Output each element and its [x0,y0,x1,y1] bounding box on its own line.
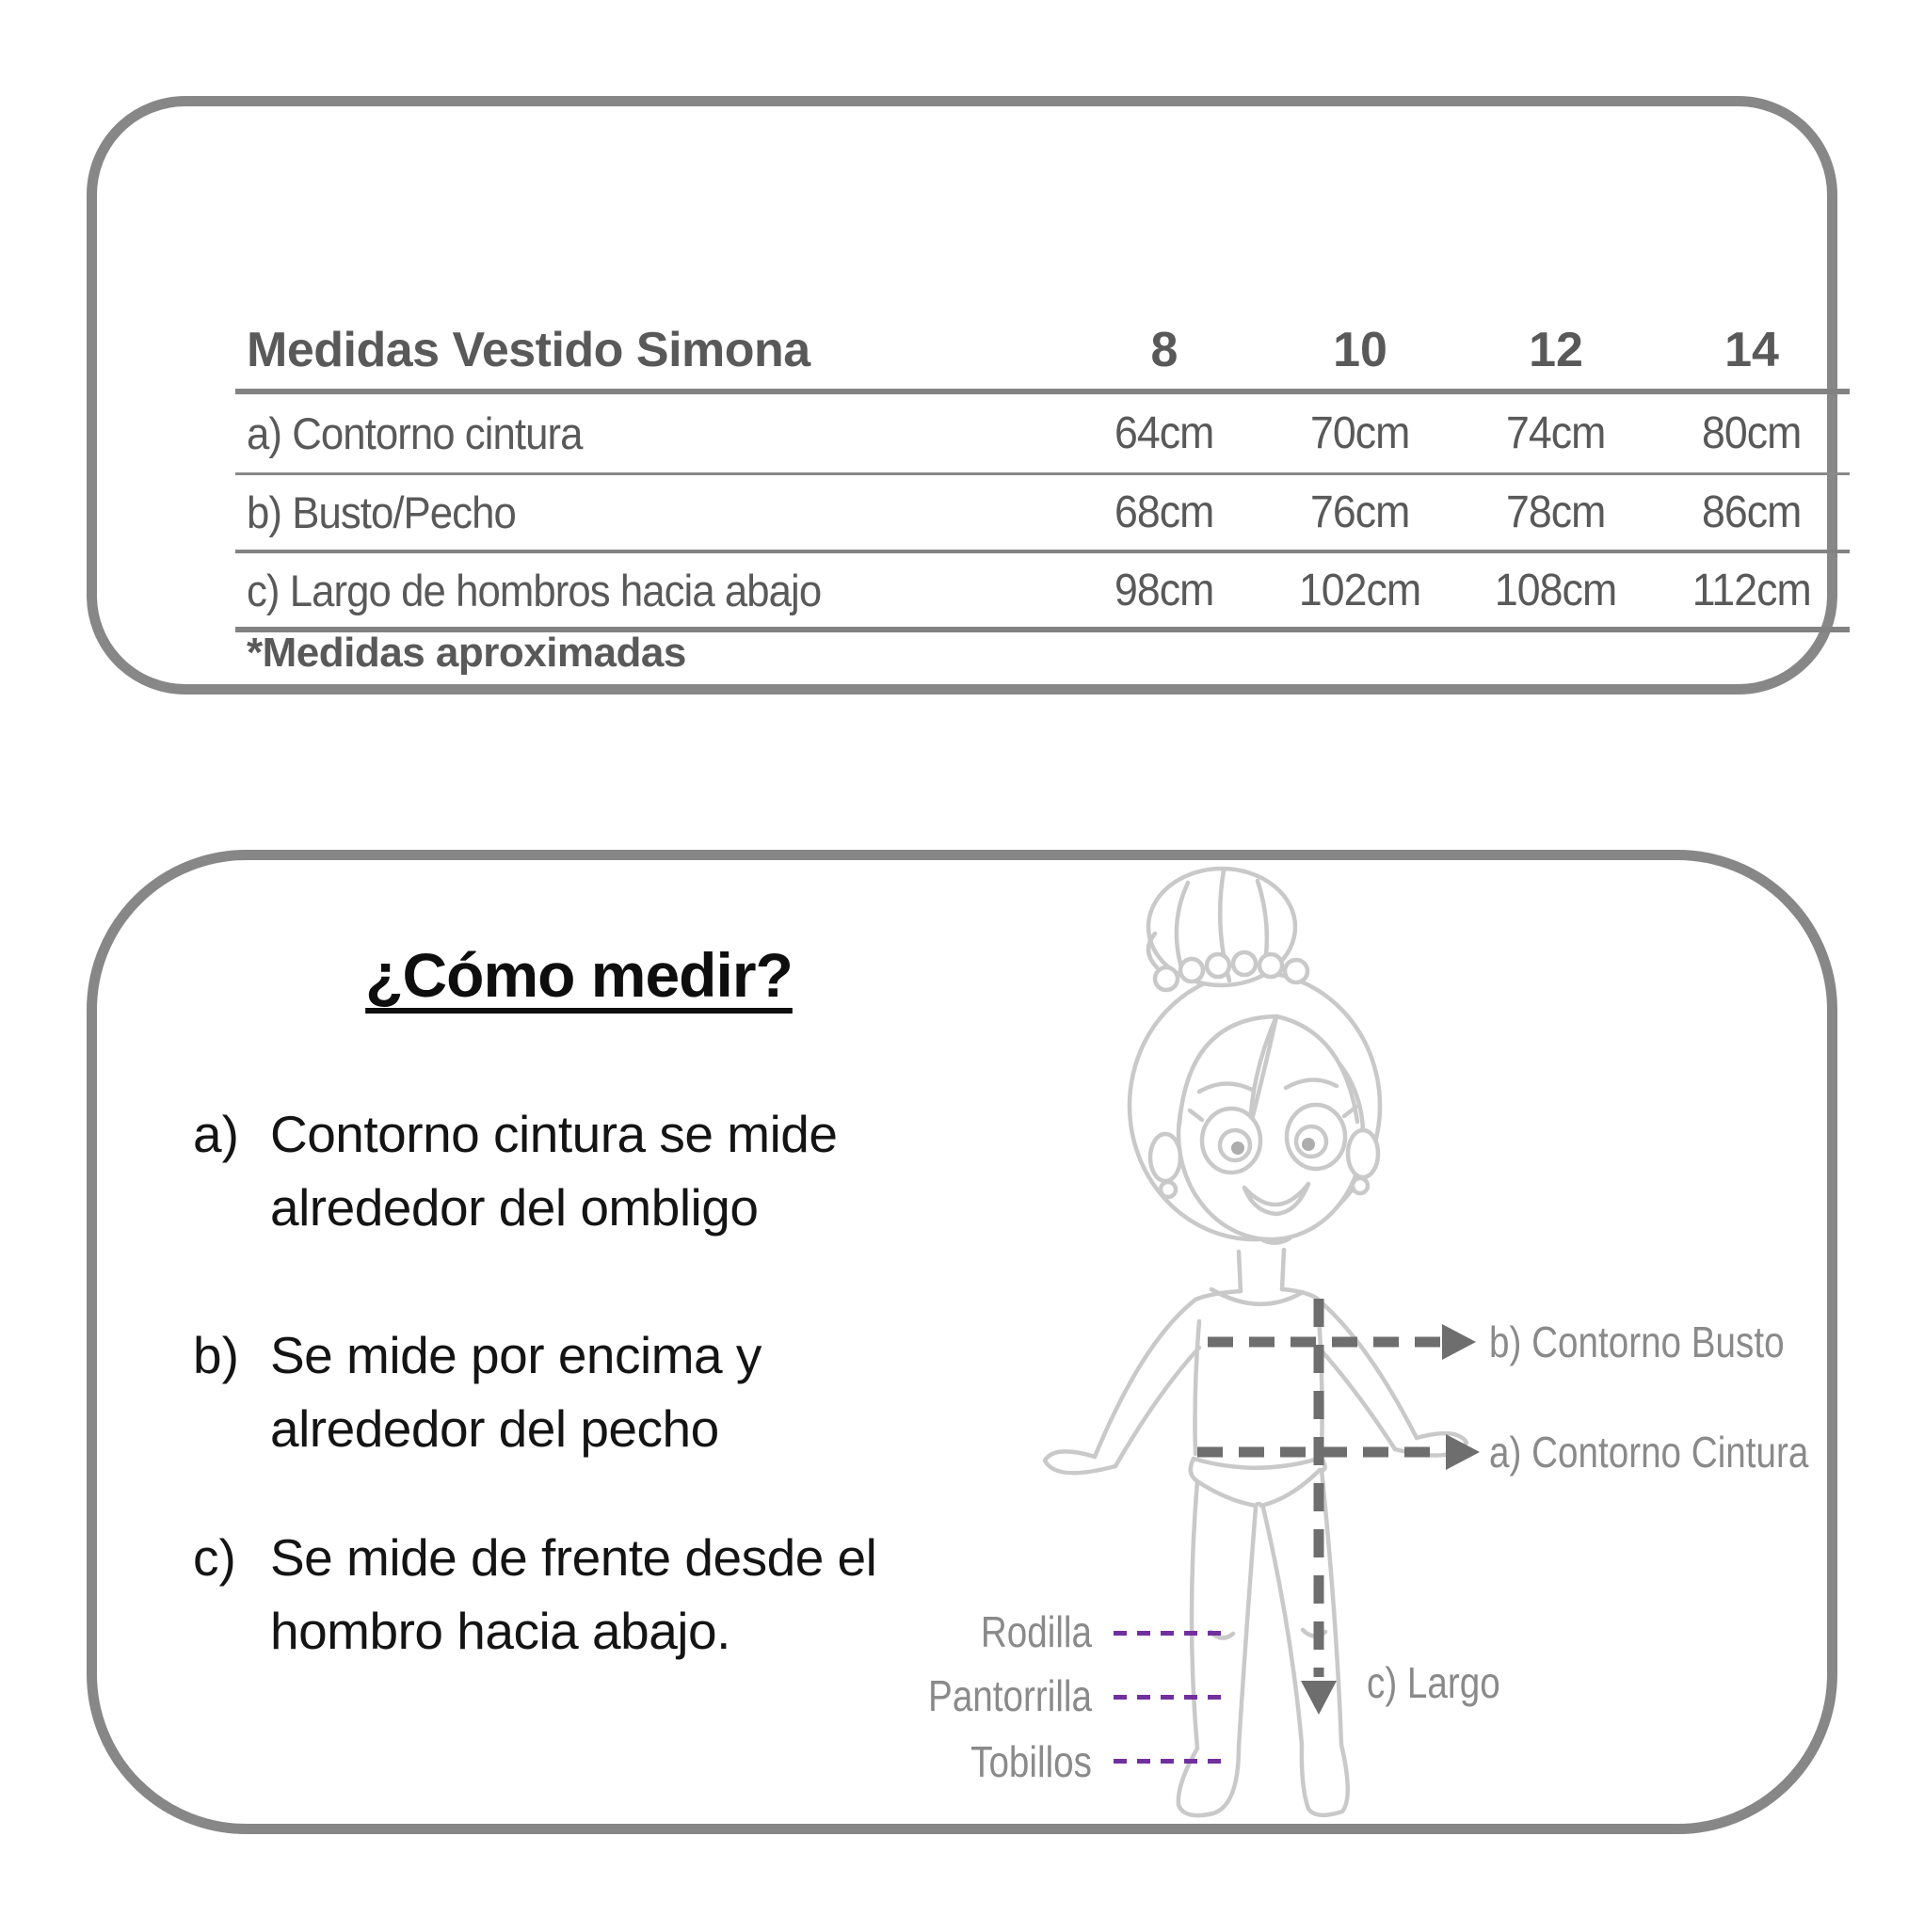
item-line: hombro hacia abajo. [270,1602,730,1660]
approx-footnote: *Medidas aproximadas [247,630,686,676]
calf-dash-marker [1114,1695,1222,1700]
cell-value: 76cm [1310,487,1410,537]
bust-label: b) Contorno Busto [1489,1317,1785,1366]
size-column-14: 14 [1724,323,1779,377]
table-title: Medidas Vestido Simona [247,323,810,377]
length-label: c) Largo [1367,1658,1500,1707]
table-row-length [235,553,1850,632]
size-table-card [87,96,1837,695]
cell-value: 68cm [1114,487,1214,537]
size-table [235,311,1850,632]
table-row-waist [235,394,1850,475]
knee-dash-marker [1114,1631,1222,1636]
item-line: alrededor del ombligo [270,1178,759,1237]
row-label: c) Largo de hombros hacia abajo [247,565,822,615]
item-line: Contorno cintura se mide [270,1105,838,1163]
howto-heading: ¿Cómo medir? [365,940,793,1010]
howto-item-a [193,1097,837,1244]
item-marker: a) [193,1105,239,1163]
row-label: b) Busto/Pecho [247,487,516,537]
table-row-bust [235,475,1850,553]
cell-value: 112cm [1692,565,1812,615]
cell-value: 78cm [1506,487,1606,537]
howto-item-b [193,1318,762,1465]
row-label: a) Contorno cintura [247,408,583,458]
item-line: alrededor del pecho [270,1399,719,1458]
cell-value: 102cm [1299,565,1421,615]
cell-value: 74cm [1506,408,1606,458]
item-line: Se mide de frente desde el [270,1528,877,1587]
knee-label: Rodilla [980,1607,1092,1656]
calf-label: Pantorrilla [928,1671,1092,1720]
item-marker: b) [193,1326,239,1384]
item-marker: c) [193,1528,236,1587]
ankle-dash-marker [1114,1759,1222,1764]
cell-value: 108cm [1495,565,1617,615]
ankle-label: Tobillos [970,1737,1092,1786]
cell-value: 86cm [1702,487,1802,537]
cell-value: 70cm [1310,408,1410,458]
howto-item-c [193,1521,876,1668]
table-header-row [235,311,1850,394]
waist-label: a) Contorno Cintura [1489,1428,1809,1477]
cell-value: 64cm [1114,408,1214,458]
cell-value: 80cm [1702,408,1802,458]
size-column-12: 12 [1529,323,1583,377]
size-column-8: 8 [1150,323,1178,377]
item-line: Se mide por encima y [270,1326,762,1384]
cell-value: 98cm [1114,565,1214,615]
size-column-10: 10 [1333,323,1387,377]
